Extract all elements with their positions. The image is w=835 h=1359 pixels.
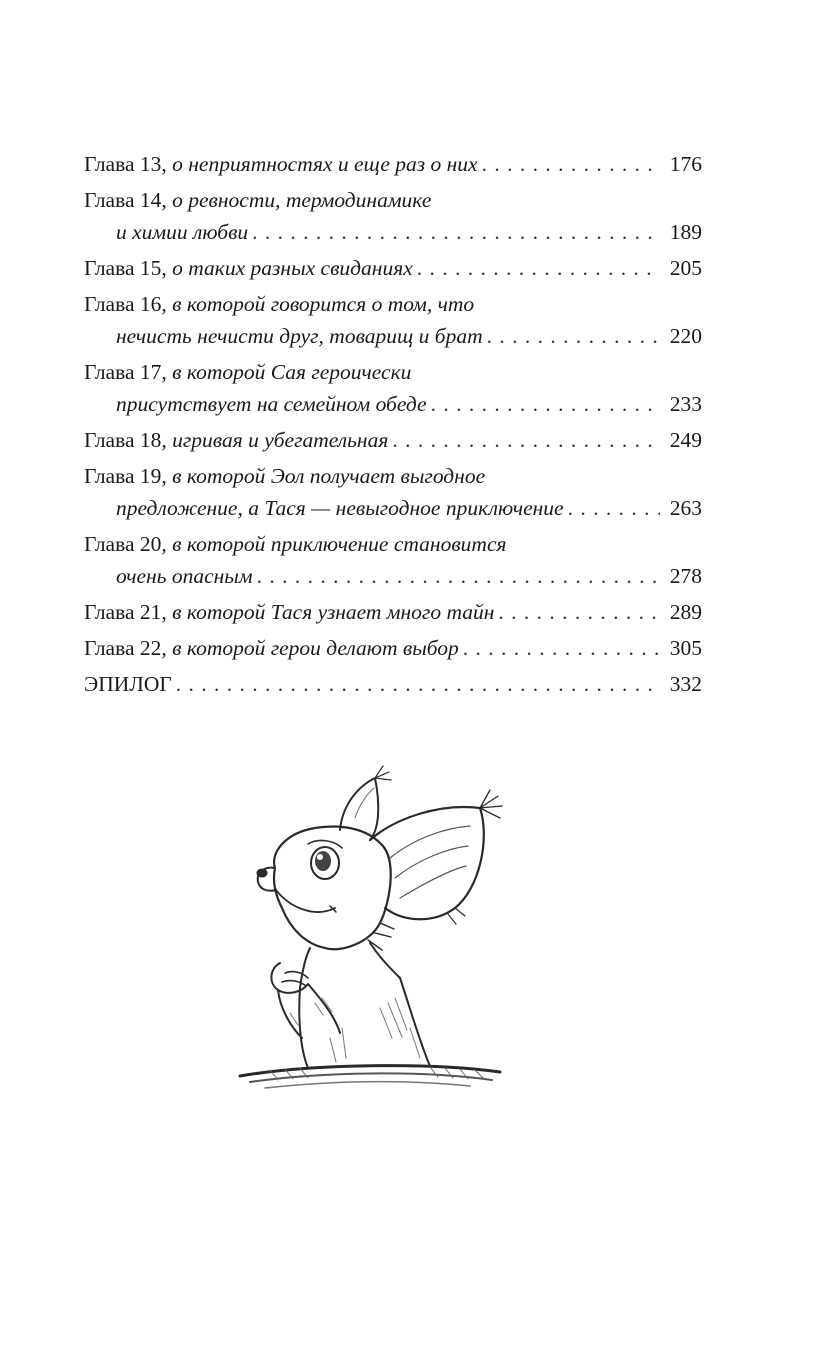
toc-entry-line bbox=[84, 184, 702, 216]
toc-entry-line bbox=[84, 492, 702, 524]
leader-dots bbox=[568, 492, 660, 524]
toc-entry-14[interactable] bbox=[84, 184, 702, 248]
toc-entry-line bbox=[84, 596, 702, 628]
fox-creature-sketch-icon bbox=[230, 758, 550, 1103]
chapter-title: в которой Эол получает выгодное bbox=[172, 464, 486, 488]
toc-entry-line bbox=[84, 148, 702, 180]
leader-dots bbox=[392, 424, 660, 456]
toc-entry-line bbox=[84, 288, 702, 320]
page-number: 233 bbox=[669, 392, 702, 416]
page-number: 289 bbox=[669, 600, 702, 624]
leader-dots bbox=[482, 148, 660, 180]
page-number: 176 bbox=[669, 152, 702, 176]
chapter-label: ЭПИЛОГ bbox=[84, 672, 172, 696]
toc-entry-line bbox=[84, 356, 702, 388]
chapter-title: в которой Сая героически bbox=[172, 360, 412, 384]
page-number: 332 bbox=[669, 672, 702, 696]
leader-dots bbox=[176, 668, 660, 700]
toc-entry-18[interactable] bbox=[84, 424, 702, 456]
toc-entry-line bbox=[84, 668, 702, 700]
table-of-contents bbox=[84, 148, 702, 704]
leader-dots bbox=[463, 632, 660, 664]
chapter-label: Глава 18, bbox=[84, 428, 167, 452]
chapter-label: Глава 14, bbox=[84, 188, 167, 212]
chapter-title: в которой герои делают выбор bbox=[172, 636, 459, 660]
page-number: 205 bbox=[669, 256, 702, 280]
chapter-title-continued: предложение, а Тася — невыгодное приключение bbox=[116, 496, 564, 520]
chapter-label: Глава 22, bbox=[84, 636, 167, 660]
leader-dots bbox=[487, 320, 660, 352]
chapter-title: игривая и убегательная bbox=[172, 428, 389, 452]
chapter-title: о неприятностях и еще раз о них bbox=[172, 152, 478, 176]
toc-entry-line bbox=[84, 320, 702, 352]
toc-entry-line bbox=[84, 216, 702, 248]
toc-entry-20[interactable] bbox=[84, 528, 702, 592]
chapter-title: в которой Тася узнает много тайн bbox=[172, 600, 495, 624]
chapter-label: Глава 17, bbox=[84, 360, 167, 384]
chapter-label: Глава 20, bbox=[84, 532, 167, 556]
page-number: 263 bbox=[669, 496, 702, 520]
page-number: 305 bbox=[669, 636, 702, 660]
toc-entry-line bbox=[84, 388, 702, 420]
chapter-title: в которой говорится о том, что bbox=[172, 292, 475, 316]
leader-dots bbox=[498, 596, 660, 628]
chapter-title: в которой приключение становится bbox=[172, 532, 507, 556]
toc-entry-13[interactable] bbox=[84, 148, 702, 180]
chapter-label: Глава 21, bbox=[84, 600, 167, 624]
chapter-title-continued: очень опасным bbox=[116, 564, 253, 588]
chapter-label: Глава 16, bbox=[84, 292, 167, 316]
toc-entry-16[interactable] bbox=[84, 288, 702, 352]
chapter-label: Глава 15, bbox=[84, 256, 167, 280]
leader-dots bbox=[417, 252, 660, 284]
chapter-title-continued: нечисть нечисти друг, товарищ и брат bbox=[116, 324, 483, 348]
chapter-title-continued: присутствует на семейном обеде bbox=[116, 392, 427, 416]
page-number: 278 bbox=[669, 564, 702, 588]
toc-entry-line bbox=[84, 424, 702, 456]
toc-entry-epilogue[interactable] bbox=[84, 668, 702, 700]
toc-entry-line bbox=[84, 528, 702, 560]
leader-dots bbox=[431, 388, 660, 420]
toc-entry-21[interactable] bbox=[84, 596, 702, 628]
toc-entry-line bbox=[84, 632, 702, 664]
toc-entry-15[interactable] bbox=[84, 252, 702, 284]
leader-dots bbox=[252, 216, 660, 248]
toc-entry-line bbox=[84, 460, 702, 492]
toc-entry-22[interactable] bbox=[84, 632, 702, 664]
chapter-title-continued: и химии любви bbox=[116, 220, 249, 244]
toc-entry-17[interactable] bbox=[84, 356, 702, 420]
chapter-title: о ревности, термодинамике bbox=[172, 188, 432, 212]
toc-entry-line bbox=[84, 560, 702, 592]
page-number: 220 bbox=[669, 324, 702, 348]
toc-entry-line bbox=[84, 252, 702, 284]
chapter-title: о таких разных свиданиях bbox=[172, 256, 413, 280]
page-number: 249 bbox=[669, 428, 702, 452]
toc-entry-19[interactable] bbox=[84, 460, 702, 524]
chapter-label: Глава 13, bbox=[84, 152, 167, 176]
chapter-label: Глава 19, bbox=[84, 464, 167, 488]
page-number: 189 bbox=[669, 220, 702, 244]
leader-dots bbox=[257, 560, 660, 592]
